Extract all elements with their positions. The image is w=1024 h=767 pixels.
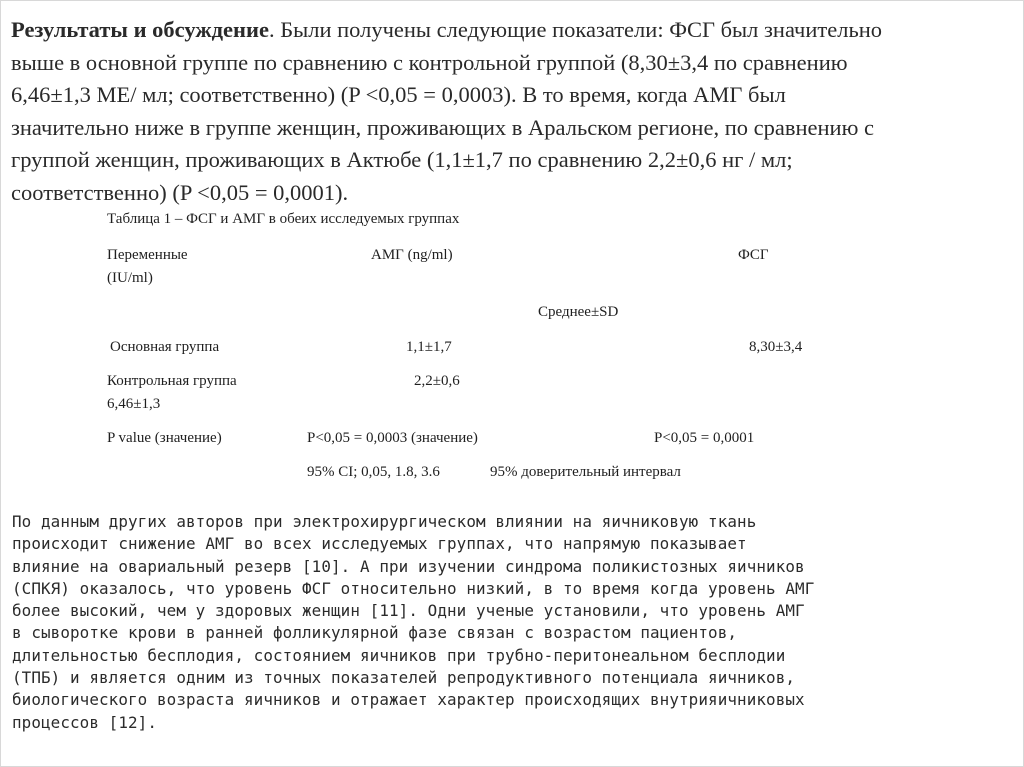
header-variables: Переменные	[107, 247, 188, 263]
outro-line-10: процессов [12].	[12, 712, 158, 732]
table-caption: Таблица 1 – ФСГ и АМГ в обеих исследуемых группах	[107, 211, 460, 227]
row-ci-label: 95% доверительный интервал	[490, 464, 681, 480]
header-variables-unit: (IU/ml)	[107, 270, 153, 286]
row-control-group-fsg: 6,46±1,3	[107, 396, 161, 412]
intro-line-1	[11, 14, 1016, 47]
intro-line-4: значительно ниже в группе женщин, проживающих в Аральском регионе, по сравнению с	[11, 114, 874, 140]
row-pvalue-label: P value (значение)	[107, 430, 222, 446]
row-main-group-amg: 1,1±1,7	[406, 339, 452, 355]
intro-line-6: соответственно) (P <0,05 = 0,0001).	[11, 179, 349, 205]
intro-line-5: группой женщин, проживающих в Актюбе (1,1±1,7 по сравнению 2,2±0,6 нг / мл;	[11, 147, 793, 173]
row-main-group-label: Основная группа	[110, 339, 220, 355]
intro-paragraph	[11, 14, 1016, 210]
outro-line-4: (СПКЯ) оказалось, что уровень ФСГ относительно низкий, в то время когда уровень АМГ	[12, 578, 815, 598]
row-pvalue-fsg: P<0,05 = 0,0001	[654, 430, 755, 446]
header-fsg: ФСГ	[738, 247, 769, 263]
mean-sd-label: Среднее±SD	[538, 304, 619, 320]
outro-line-8: (ТПБ) и является одним из точных показателей репродуктивного потенциала яичников,	[12, 668, 796, 688]
outro-line-3: влияние на овариальный резерв [10]. А при изучении синдрома поликистозных яичников	[12, 556, 805, 576]
row-pvalue-amg: P<0,05 = 0,0003 (значение)	[307, 430, 478, 446]
outro-line-6: в сыворотке крови в ранней фолликулярной фазе связан с возрастом пациентов,	[12, 623, 738, 643]
outro-line-9: биологического возраста яичников и отражает характер происходящих внутрияичниковых	[12, 690, 805, 710]
intro-line-3: 6,46±1,3 МЕ/ мл; соответственно) (P <0,05 = 0,0003). В то время, когда АМГ был	[11, 82, 786, 108]
outro-line-1: По данным других авторов при электрохирургическом влиянии на яичниковую ткань	[12, 512, 757, 531]
row-ci-values: 95% CI; 0,05, 1.8, 3.6	[307, 464, 440, 480]
header-amg: АМГ (ng/ml)	[371, 247, 453, 263]
discussion-paragraph	[12, 511, 1012, 734]
intro-line-1-text: . Были получены следующие показатели: ФСГ был значительно	[268, 17, 882, 42]
intro-line-2: выше в основной группе по сравнению с контрольной группой (8,30±3,4 по сравнению	[11, 49, 848, 75]
results-heading: Результаты и обсуждение	[11, 17, 269, 42]
outro-line-5: более высокий, чем у здоровых женщин [11]. Одни ученые установили, что уровень АМГ	[12, 601, 805, 621]
row-control-group-label: Контрольная группа	[107, 373, 237, 389]
row-main-group-fsg: 8,30±3,4	[749, 339, 803, 355]
outro-line-7: длительностью бесплодия, состоянием яичников при трубно-перитонеальном бесплодии	[12, 645, 786, 665]
row-control-group-amg: 2,2±0,6	[414, 373, 460, 389]
outro-line-2: происходит снижение АМГ во всех исследуемых группах, что напрямую показывает	[12, 534, 747, 554]
